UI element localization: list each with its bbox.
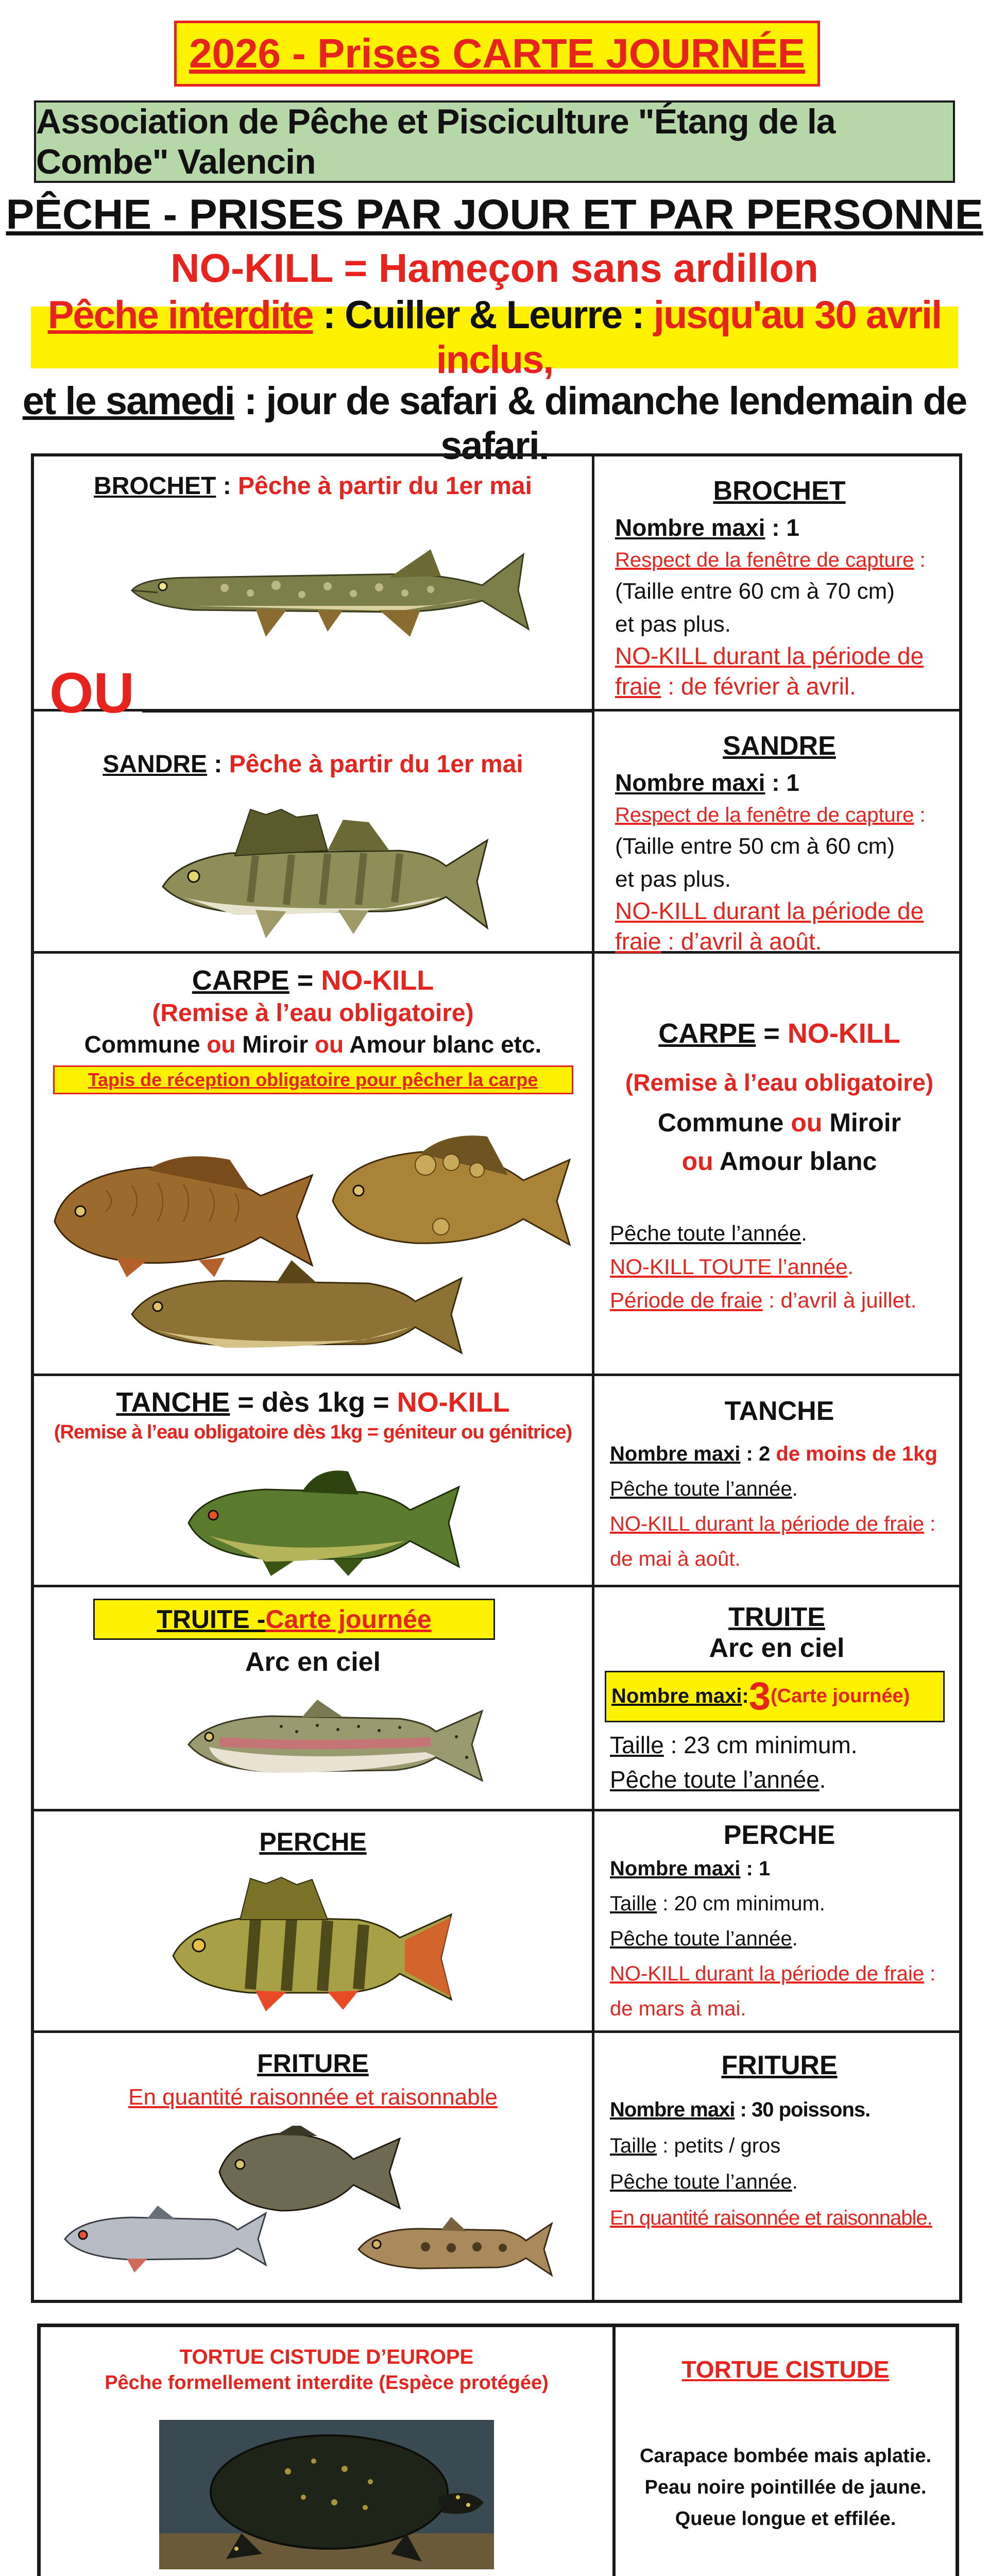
carpe-left: [34, 954, 592, 1374]
gudgeon-image: [348, 2211, 554, 2283]
perch-image: [163, 1873, 462, 2012]
truite-season-end: .: [819, 1766, 826, 1793]
tanche-header: [34, 1376, 592, 1418]
carpe-types-1: [610, 1104, 949, 1142]
brochet-nokill-period: : de février à avril.: [661, 673, 856, 700]
turtle-desc-3: Queue longue et effilée.: [675, 2507, 896, 2530]
sandre-nokill-label: NO-KILL durant la période de fraie: [615, 897, 924, 955]
row-perche: [34, 1811, 959, 2033]
carpe-type-amour: Amour blanc: [713, 1147, 877, 1176]
sandre-max: [615, 766, 944, 800]
sandre-right: [592, 711, 959, 955]
heading-catches: PÊCHE - PRISES PAR JOUR ET PAR PERSONNE: [6, 191, 983, 238]
rules-table: [31, 453, 962, 2303]
carpe-header: [34, 954, 592, 997]
carpe-mat-notice: Tapis de réception obligatoire pour pêcher la carpe: [53, 1065, 573, 1094]
carpe-fraie-period: : d’avril à juillet.: [762, 1288, 917, 1313]
tanche-rules: [594, 1376, 959, 1577]
sandre-header: [34, 711, 592, 778]
friture-season-end: .: [792, 2170, 798, 2193]
saturday-rule: : jour de safari & dimanche lendemain de safari.: [234, 379, 967, 468]
sandre-left-sep: :: [207, 751, 229, 778]
tanche-season-label: Pêche toute l’année: [610, 1477, 792, 1500]
sandre-max-label: Nombre maxi: [615, 769, 765, 796]
truite-left-banner: [93, 1599, 495, 1640]
sandre-window: [615, 800, 944, 830]
friture-note: En quantité raisonnée et raisonnable.: [610, 2206, 932, 2229]
friture-season: [610, 2164, 949, 2200]
truite-size-value: : 23 cm minimum.: [663, 1731, 858, 1758]
brochet-title: BROCHET: [713, 476, 846, 506]
forbidden-label: Pêche interdite: [47, 293, 313, 337]
brochet-size: (Taille entre 60 cm à 70 cm): [615, 579, 895, 604]
rainbow-trout-image: [178, 1696, 487, 1793]
truite-rules: [594, 1587, 959, 1796]
tench-image: [178, 1464, 467, 1577]
carpe-left-type-miroir: Miroir: [235, 1031, 315, 1058]
sandre-more: et pas plus.: [615, 866, 731, 892]
friture-season-label: Pêche toute l’année: [610, 2170, 792, 2193]
row-friture: [34, 2033, 959, 2300]
friture-size-label: Taille: [610, 2134, 657, 2157]
tanche-season: [610, 1471, 949, 1506]
tanche-title: TANCHE: [724, 1396, 834, 1426]
truite-max-sep: :: [742, 1685, 749, 1708]
friture-size: [610, 2128, 949, 2164]
friture-title: FRITURE: [721, 2050, 838, 2080]
carpe-left-types: [34, 1029, 592, 1060]
sandre-max-value: : 1: [765, 769, 799, 796]
tanche-left-nokill: NO-KILL: [397, 1387, 510, 1418]
carpe-or2: ou: [681, 1147, 713, 1176]
brochet-max-label: Nombre maxi: [615, 514, 765, 541]
carpe-season-label: Pêche toute l’année: [610, 1221, 802, 1245]
carpe-nokill-year-label: NO-KILL TOUTE l’année: [610, 1255, 848, 1279]
sandre-size: (Taille entre 50 cm à 60 cm): [615, 834, 895, 859]
bream-image: [209, 2126, 405, 2213]
friture-max-label: Nombre maxi: [610, 2098, 735, 2121]
brochet-max: [615, 511, 944, 545]
carpe-title-name: CARPE: [658, 1018, 756, 1049]
tanche-season-end: .: [792, 1477, 798, 1500]
heading-forbidden: [31, 293, 958, 382]
perche-right: [592, 1811, 959, 2030]
carpe-left-remise: (Remise à l’eau obligatoire): [152, 999, 474, 1027]
perche-nokill-label: NO-KILL durant la période de fraie: [610, 1962, 924, 1986]
row-brochet: [34, 456, 959, 725]
truite-max-label: Nombre maxi: [611, 1685, 742, 1708]
carpe-left-type-amour: Amour blanc etc.: [344, 1031, 542, 1058]
carpe-left-name: CARPE: [192, 965, 289, 996]
brochet-left: [34, 456, 592, 725]
friture-size-value: : petits / gros: [657, 2134, 781, 2157]
truite-sub: Arc en ciel: [709, 1633, 845, 1664]
row-tanche: [34, 1376, 959, 1587]
sandre-window-label: Respect de la fenêtre de capture: [615, 804, 914, 827]
brochet-window: [615, 545, 944, 575]
carpe-remise: (Remise à l’eau obligatoire): [625, 1069, 934, 1096]
turtle-image: [159, 2420, 494, 2569]
sandre-rules: [594, 711, 959, 957]
truite-season-label: Pêche toute l’année: [610, 1766, 820, 1793]
perche-size: [610, 1886, 949, 1921]
carpe-season-end: .: [801, 1221, 807, 1245]
truite-max-value: 3: [748, 1674, 771, 1719]
carpe-fraie: [610, 1283, 916, 1317]
tanche-max-value: : 2: [740, 1442, 776, 1465]
friture-left-note: En quantité raisonnée et raisonnable: [128, 2084, 498, 2110]
row-truite: [34, 1587, 959, 1811]
carpe-types-2: [610, 1142, 949, 1181]
tanche-nokill-period: de mai à août.: [610, 1547, 741, 1570]
truite-left-sub: Arc en ciel: [245, 1647, 381, 1677]
tanche-max: [610, 1436, 949, 1471]
truite-max-box: [605, 1671, 945, 1722]
carpe-season: [610, 1216, 916, 1250]
association-banner: [34, 100, 955, 183]
truite-size: [605, 1727, 949, 1763]
truite-season: [605, 1763, 949, 1796]
tanche-nokill-sep: :: [924, 1512, 936, 1535]
roach-image: [55, 2203, 271, 2275]
sandre-left: [34, 711, 592, 951]
perche-size-label: Taille: [610, 1892, 657, 1916]
turtle-left-note: Pêche formellement interdite (Espèce protégée): [105, 2372, 549, 2394]
brochet-header: [34, 456, 592, 500]
row-carpe: [34, 954, 959, 1376]
brochet-window-label: Respect de la fenêtre de capture: [615, 549, 914, 572]
brochet-nokill: [615, 641, 944, 703]
perche-max: [610, 1851, 949, 1886]
pike-image: [122, 529, 534, 647]
brochet-left-rule: Pêche à partir du 1er mai: [238, 472, 532, 500]
tanche-nokill-label: NO-KILL durant la période de fraie: [610, 1512, 924, 1535]
carpe-title-nokill: NO-KILL: [787, 1018, 900, 1049]
brochet-rules: [594, 456, 959, 702]
page-title: 2026 - Prises CARTE JOURNÉE: [189, 30, 805, 76]
brochet-window-sep: :: [914, 549, 926, 572]
carpe-rules: [594, 954, 959, 1181]
turtle-desc-2: Peau noire pointillée de jaune.: [644, 2476, 927, 2498]
heading-nokill: NO-KILL = Hameçon sans ardillon: [170, 245, 819, 291]
carpe-left-type-commune: Commune: [84, 1031, 207, 1058]
tanche-max-label: Nombre maxi: [610, 1442, 741, 1465]
turtle-description: [616, 2441, 956, 2534]
friture-right: [592, 2033, 959, 2300]
row-sandre: [34, 711, 959, 954]
tanche-right: [592, 1376, 959, 1585]
perche-season-label: Pêche toute l’année: [610, 1927, 792, 1951]
truite-size-label: Taille: [610, 1731, 664, 1758]
carpe-title: [610, 1013, 949, 1055]
sandre-left-name: SANDRE: [103, 751, 208, 778]
brochet-nokill-label: NO-KILL durant la période de fraie: [615, 642, 924, 700]
truite-left-carte: Carte journée: [265, 1605, 432, 1634]
or-label: OU: [49, 662, 134, 725]
sandre-window-sep: :: [914, 804, 926, 827]
sandre-nokill: [615, 896, 944, 958]
friture-rules: [594, 2033, 959, 2236]
perche-size-value: : 20 cm minimum.: [657, 1892, 825, 1916]
perche-nokill-period: de mars à mai.: [610, 1997, 746, 2021]
friture-max: [610, 2092, 949, 2128]
truite-title: TRUITE: [728, 1602, 825, 1632]
title-banner: [174, 21, 820, 87]
carpe-type-miroir: Miroir: [822, 1108, 901, 1137]
tanche-nokill: [610, 1506, 949, 1541]
perche-title: PERCHE: [723, 1820, 835, 1850]
turtle-box: [37, 2324, 959, 2576]
perche-season-end: .: [792, 1927, 798, 1951]
association-name: Association de Pêche et Pisciculture "Étang de la Combe" Valencin: [36, 102, 835, 181]
truite-max-note: (Carte journée): [771, 1685, 910, 1707]
truite-left-name: TRUITE -: [157, 1605, 266, 1634]
brochet-left-name: BROCHET: [94, 472, 216, 500]
carpe-seasons: [610, 1216, 916, 1317]
carpe-or1: ou: [791, 1108, 823, 1137]
truite-right: [592, 1587, 959, 1809]
mirror-carp-image: [322, 1124, 580, 1258]
sandre-nokill-period: : d’avril à août.: [661, 928, 822, 955]
carpe-fraie-label: Période de fraie: [610, 1288, 763, 1313]
saturday-label: et le samedi: [22, 379, 234, 423]
carpe-type-commune: Commune: [657, 1108, 791, 1137]
friture-max-value: : 30 poissons.: [735, 2098, 871, 2121]
perche-left-name: PERCHE: [259, 1827, 367, 1856]
sandre-title: SANDRE: [723, 731, 836, 761]
zander-image: [152, 799, 492, 943]
forbidden-lures: : Cuiller & Leurre :: [313, 293, 654, 337]
carpe-nokill-year-end: .: [847, 1255, 854, 1279]
carpe-title-eq: =: [756, 1018, 788, 1049]
tanche-left-note: (Remise à l’eau obligatoire dès 1kg = géniteur ou génitrice): [54, 1421, 572, 1443]
sandre-left-rule: Pêche à partir du 1er mai: [229, 751, 523, 778]
perche-season: [610, 1921, 949, 1956]
tanche-left-rule: = dès 1kg =: [230, 1387, 397, 1418]
brochet-more: et pas plus.: [615, 611, 731, 637]
turtle-desc-1: Carapace bombée mais aplatie.: [639, 2445, 932, 2467]
grass-carp-image: [122, 1258, 472, 1366]
perche-rules: [594, 1811, 959, 2026]
carpe-left-nokill: NO-KILL: [321, 965, 434, 996]
tanche-left-name: TANCHE: [116, 1387, 230, 1418]
carpe-left-or1: ou: [207, 1031, 236, 1058]
perche-left: [34, 1811, 592, 2030]
carpe-left-or2: ou: [314, 1031, 344, 1058]
tanche-left: [34, 1376, 592, 1585]
friture-left: [34, 2033, 592, 2300]
perche-nokill-sep: :: [924, 1962, 936, 1986]
carpe-left-eq: =: [289, 965, 321, 996]
brochet-left-sep: :: [216, 472, 238, 500]
perche-nokill: [610, 1956, 949, 1991]
perche-max-label: Nombre maxi: [610, 1857, 741, 1880]
turtle-left: [41, 2327, 612, 2576]
friture-left-name: FRITURE: [257, 2049, 369, 2078]
tanche-max-note: de moins de 1kg: [776, 1442, 937, 1465]
brochet-max-value: : 1: [765, 514, 799, 541]
turtle-right: [612, 2327, 956, 2576]
turtle-left-title: TORTUE CISTUDE D’EUROPE: [179, 2346, 474, 2368]
carpe-right: [592, 954, 959, 1374]
carpe-nokill-year: [610, 1250, 916, 1283]
truite-left: [34, 1587, 592, 1809]
turtle-title: TORTUE CISTUDE: [681, 2356, 890, 2383]
brochet-right: [592, 456, 959, 709]
forbidden-date: jusqu'au 30 avril inclus,: [436, 293, 942, 382]
perche-max-value: : 1: [740, 1857, 771, 1880]
